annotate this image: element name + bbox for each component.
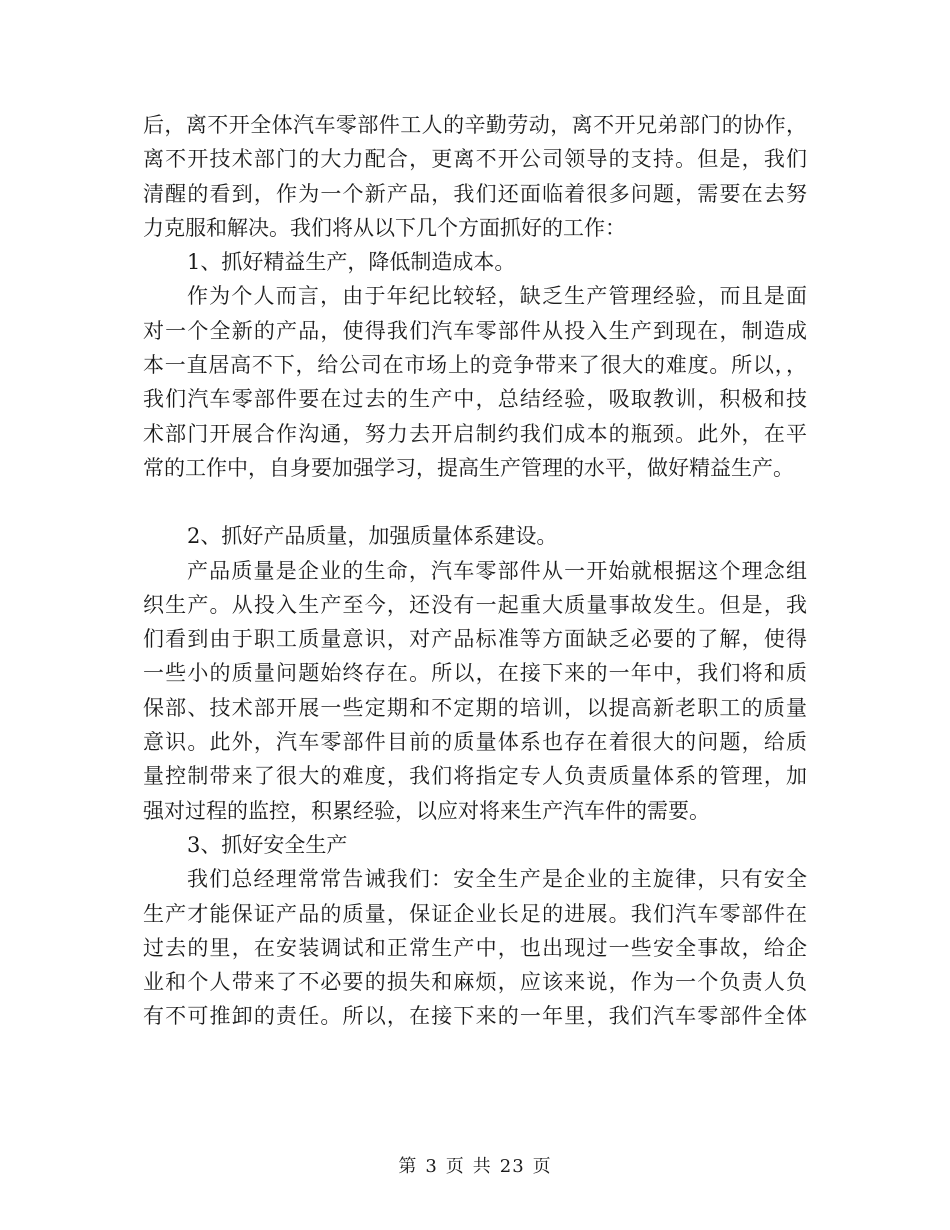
document-body: [143, 108, 807, 1034]
text-line: 对一个全新的产品，使得我们汽车零部件从投入生产到现在，制造成: [143, 318, 807, 343]
text-line: 强对过程的监控，积累经验，以应对将来生产汽车件的需要。: [143, 798, 710, 823]
text-line: 生产才能保证产品的质量，保证企业长足的进展。我们汽车零部件在: [143, 901, 807, 926]
footer-prefix: 第: [398, 1156, 418, 1177]
text-line: 清醒的看到，作为一个新产品，我们还面临着很多问题，需要在去努: [143, 181, 807, 206]
footer-total-pages: 23: [499, 1156, 525, 1177]
text-line: 力克服和解决。我们将从以下几个方面抓好的工作：: [143, 215, 626, 240]
text-line: 们看到由于职工质量意识，对产品标准等方面缺乏必要的了解，使得: [143, 627, 807, 652]
text-line: 织生产。从投入生产至今，还没有一起重大质量事故发生。但是，我: [143, 592, 807, 617]
paragraph-gap: [143, 485, 807, 519]
section-heading: 2、抓好产品质量，加强质量体系建设。: [187, 524, 558, 549]
paragraph: [143, 862, 807, 1033]
footer-suffix: 页: [532, 1156, 552, 1177]
text-line: 常的工作中，自身要加强学习，提高生产管理的水平，做好精益生产。: [143, 455, 794, 480]
paragraph: [143, 554, 807, 828]
text-line: 量控制带来了很大的难度，我们将指定专人负责质量体系的管理，加: [143, 764, 807, 789]
text-line: 离不开技术部门的大力配合，更离不开公司领导的支持。但是，我们: [143, 147, 807, 172]
page-footer: [0, 1152, 950, 1178]
text-line: 作为个人而言，由于年纪比较轻，缺乏生产管理经验，而且是面: [187, 284, 807, 309]
text-line: 有不可推卸的责任。所以，在接下来的一年里，我们汽车零部件全体: [143, 1004, 807, 1029]
text-line: 本一直居高不下，给公司在市场上的竞争带来了很大的难度。所以，，: [143, 353, 807, 378]
text-line: 术部门开展合作沟通，努力去开启制约我们成本的瓶颈。此外，在平: [143, 421, 807, 446]
footer-current-page: 3: [425, 1156, 438, 1177]
paragraph: [143, 279, 807, 485]
paragraph: [143, 108, 807, 245]
text-line: 意识。此外，汽车零部件目前的质量体系也存在着很大的问题，给质: [143, 730, 807, 755]
section-heading: 3、抓好安全生产: [187, 832, 348, 857]
text-line: 产品质量是企业的生命，汽车零部件从一开始就根据这个理念组: [187, 558, 807, 583]
text-line: 保部、技术部开展一些定期和不定期的培训，以提高新老职工的质量: [143, 695, 807, 720]
text-line: 我们总经理常常告诫我们：安全生产是企业的主旋律，只有安全: [187, 867, 807, 892]
text-line: 后，离不开全体汽车零部件工人的辛勤劳动，离不开兄弟部门的协作，: [143, 113, 807, 137]
text-line: 一些小的质量问题始终存在。所以，在接下来的一年中，我们将和质: [143, 661, 807, 686]
section-heading: 1、抓好精益生产，降低制造成本。: [187, 250, 516, 275]
text-line: 过去的里，在安装调试和正常生产中，也出现过一些安全事故，给企: [143, 935, 807, 960]
footer-page-word: 页: [445, 1156, 465, 1177]
text-line: 我们汽车零部件要在过去的生产中，总结经验，吸取教训，积极和技: [143, 387, 807, 412]
text-line: 业和个人带来了不必要的损失和麻烦，应该来说，作为一个负责人负: [143, 970, 807, 995]
footer-total-word: 共: [472, 1156, 492, 1177]
